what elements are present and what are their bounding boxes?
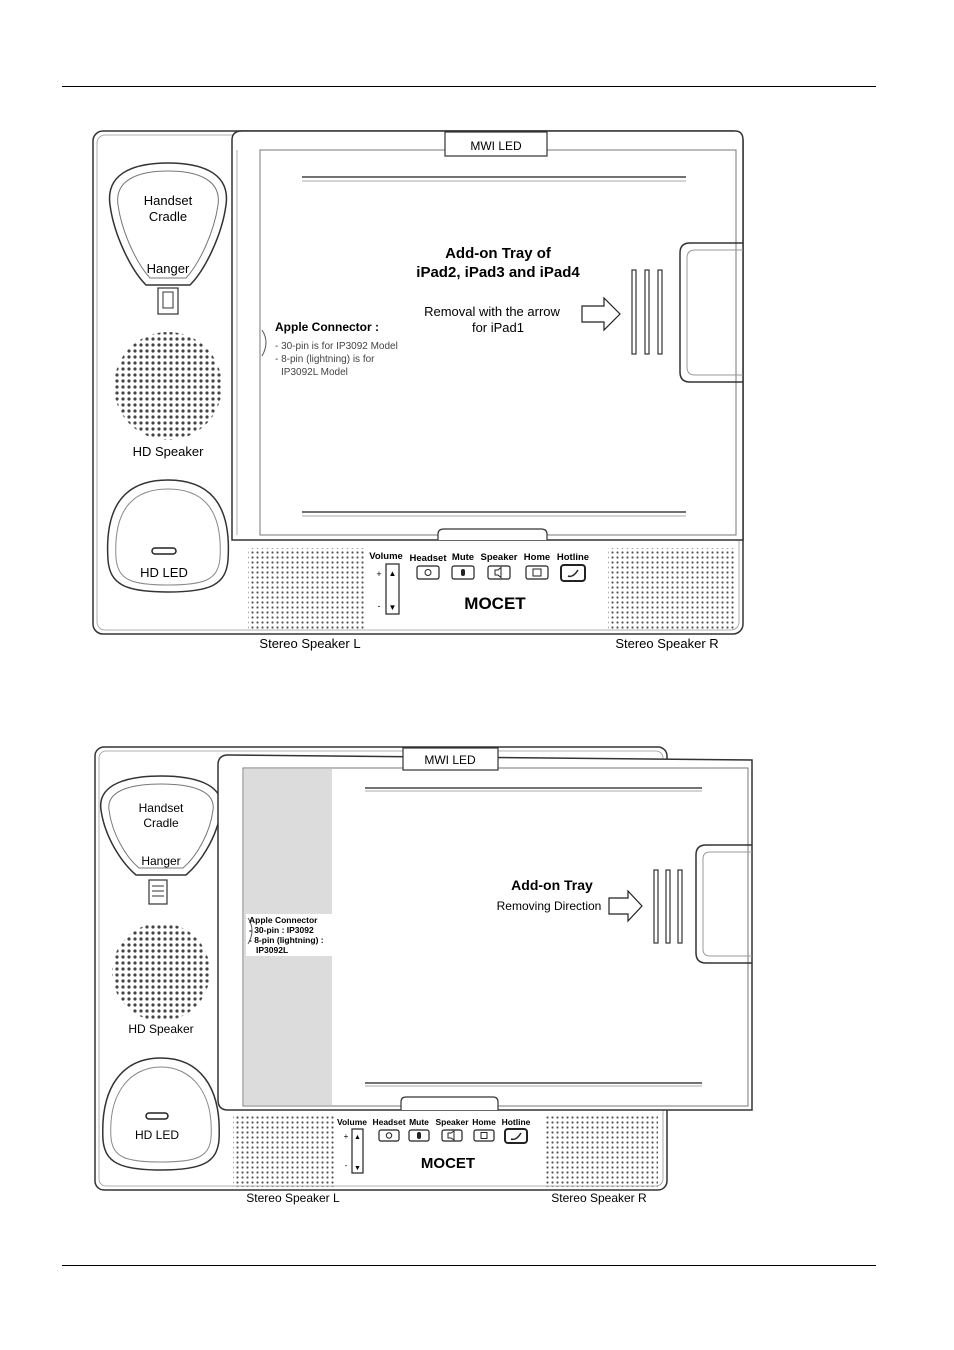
stereo-speaker-l-grille — [248, 548, 364, 630]
volume-up-icon: ▲ — [354, 1134, 361, 1141]
stereo-speaker-l-label: Stereo Speaker L — [259, 636, 361, 651]
handset-cradle-label: Handset — [138, 801, 184, 815]
hanger-label: Hanger — [146, 261, 190, 276]
volume-minus-label: - — [377, 601, 381, 611]
mute-label: Mute — [451, 552, 475, 563]
hotline-button[interactable] — [561, 565, 585, 581]
handset-cradle — [110, 163, 227, 314]
stereo-speaker-l-grille — [233, 1115, 335, 1187]
add-on-tray — [232, 131, 743, 540]
headset-button[interactable] — [417, 566, 439, 579]
stereo-speaker-r-grille — [608, 548, 736, 630]
handset-cradle-label: Handset — [143, 193, 193, 208]
removing-direction-label: Removing Direction — [496, 899, 602, 913]
hd-speaker-label: HD Speaker — [132, 444, 204, 459]
volume-label: Volume — [336, 1117, 368, 1127]
stereo-speaker-r-label: Stereo Speaker R — [551, 1191, 647, 1205]
home-button[interactable] — [526, 566, 548, 579]
connector-detail-2: - 8-pin (lightning) is for — [275, 354, 375, 365]
removal-label-2: for iPad1 — [471, 320, 525, 335]
hd-led-label: HD LED — [134, 1128, 180, 1142]
connector-detail-3: IP3092L — [256, 945, 289, 955]
tray-title: Add-on Tray of — [445, 245, 551, 262]
headset-label: Headset — [372, 1117, 406, 1127]
hd-speaker-label: HD Speaker — [128, 1022, 194, 1036]
headset-button[interactable] — [379, 1130, 399, 1141]
mute-label: Mute — [409, 1117, 429, 1127]
connector-detail-1: - 30-pin is for IP3092 Model — [275, 341, 398, 352]
brand-logo: MOCET — [464, 594, 526, 613]
home-label: Home — [523, 552, 551, 563]
volume-up-icon: ▲ — [388, 569, 397, 578]
volume-plus-label: + — [343, 1132, 349, 1141]
mute-icon — [461, 569, 465, 576]
hotline-label: Hotline — [556, 552, 590, 563]
home-label: Home — [472, 1117, 496, 1127]
hd-led-indicator — [146, 1113, 168, 1119]
home-button[interactable] — [474, 1130, 494, 1141]
apple-connector-label: Apple Connector — [249, 915, 318, 925]
footer-rule — [62, 1265, 876, 1266]
figure-ipad1-tray — [0, 735, 954, 1215]
removal-label: Removal with the arrow — [424, 304, 560, 319]
mwi-led-label: MWI LED — [470, 139, 522, 153]
connector-detail-2: - 8-pin (lightning) : — [249, 935, 324, 945]
figure-ipad2-tray — [0, 0, 954, 670]
mwi-led-label: MWI LED — [424, 753, 476, 767]
handset-cradle-label-2: Cradle — [148, 209, 188, 224]
speaker-label: Speaker — [435, 1117, 469, 1127]
mute-icon — [417, 1132, 421, 1139]
hd-speaker-grille — [114, 332, 222, 440]
volume-minus-label: - — [344, 1161, 348, 1170]
connector-detail-3: IP3092L Model — [281, 367, 348, 378]
stereo-speaker-r-grille — [546, 1115, 658, 1187]
speaker-button[interactable] — [442, 1130, 462, 1141]
hanger-label: Hanger — [141, 854, 181, 868]
hd-speaker-grille — [112, 923, 210, 1021]
volume-plus-label: + — [376, 569, 382, 579]
speaker-button[interactable] — [488, 566, 510, 579]
hotline-button[interactable] — [505, 1129, 527, 1143]
apple-connector-label: Apple Connector : — [275, 320, 379, 334]
tray-title-2: iPad2, iPad3 and iPad4 — [416, 264, 580, 281]
connector-detail-1: - 30-pin : IP3092 — [249, 925, 314, 935]
stereo-speaker-l-label: Stereo Speaker L — [246, 1191, 340, 1205]
volume-down-icon: ▼ — [388, 603, 397, 612]
handset-cradle-label-2: Cradle — [143, 816, 179, 830]
volume-down-icon: ▼ — [354, 1165, 361, 1172]
speaker-label: Speaker — [480, 552, 518, 563]
volume-label: Volume — [369, 551, 403, 562]
hd-led-indicator — [152, 548, 176, 554]
brand-logo: MOCET — [420, 1155, 476, 1172]
stereo-speaker-r-label: Stereo Speaker R — [615, 636, 719, 651]
headset-label: Headset — [409, 553, 447, 564]
hotline-label: Hotline — [501, 1117, 531, 1127]
hd-led-label: HD LED — [140, 565, 188, 580]
tray-title: Add-on Tray — [511, 877, 593, 893]
